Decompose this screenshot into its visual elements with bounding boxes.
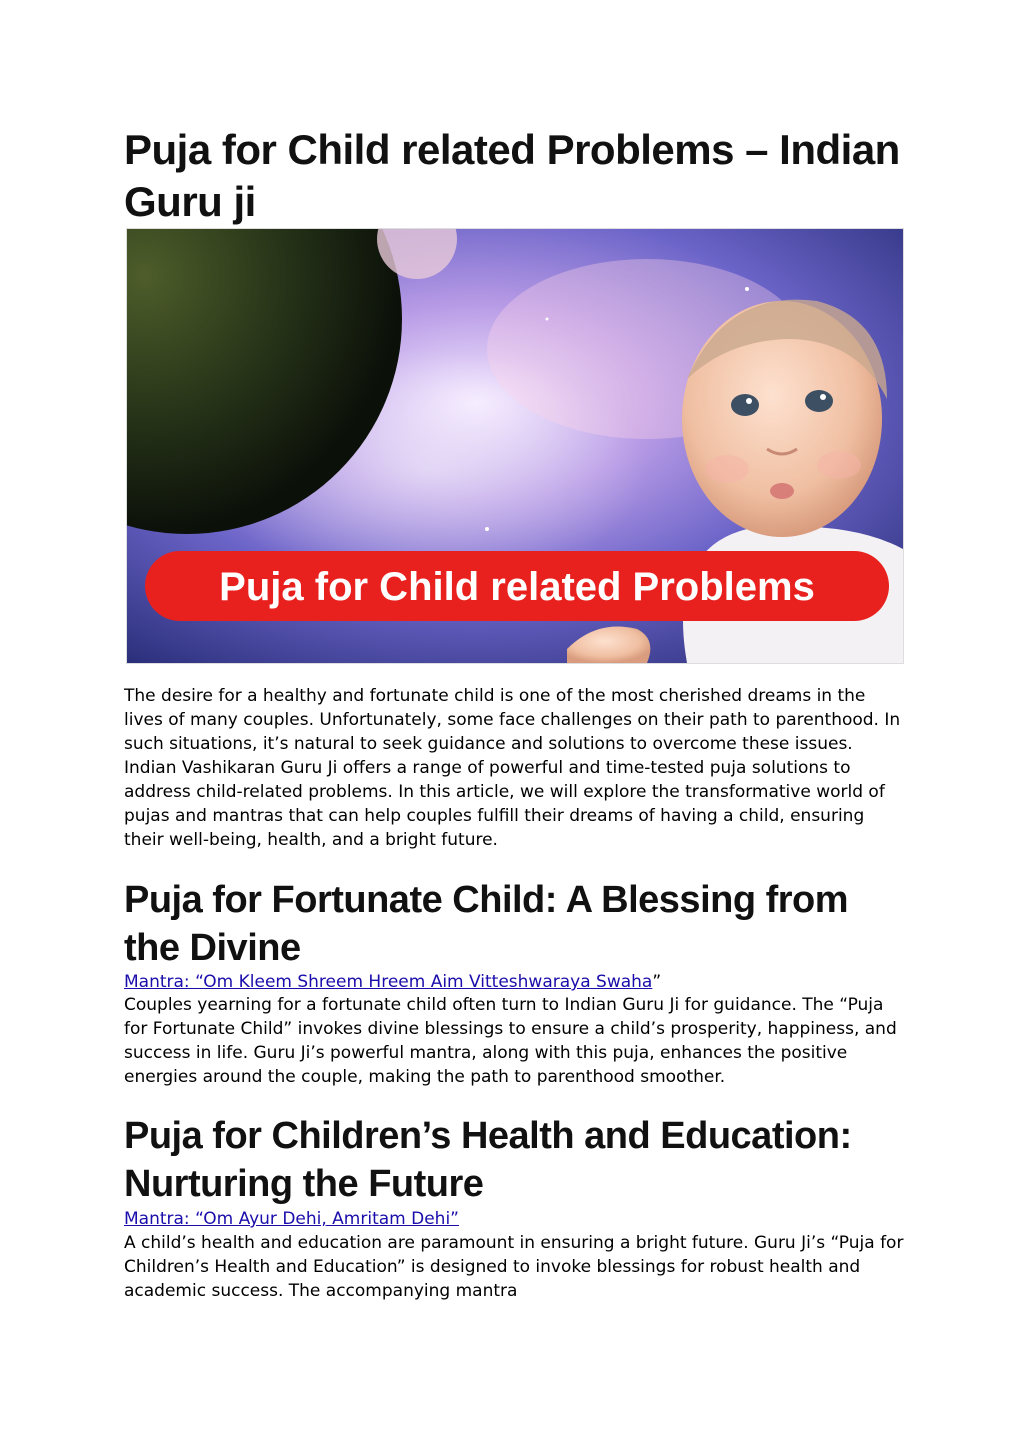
section-heading-fortunate: Puja for Fortunate Child: A Blessing from the Divine xyxy=(124,879,849,969)
section-paragraph-health: A child’s health and education are paramount in ensuring a bright future. Guru Ji’s “Puja for Children’s Health and Education” is designed to invoke blessings for robust health and academic success. The accompanying mantra xyxy=(124,1233,904,1301)
intro-paragraph: The desire for a healthy and fortunate child is one of the most cherished dreams in the lives of many couples. Unfortunately, some face challenges on their path to parenthood. In such situations, it’s natural to seek guidance and solutions to overcome these issues. Indian Vashikaran Guru Ji offers a range of powerful and time-tested puja solutions to address child-related problems. In this article, we will explore the transformative world of pujas and mantras that can help couples fulfill their dreams of having a child, ensuring their well-being, health, and a bright future. xyxy=(124,686,901,850)
hero-image xyxy=(126,228,904,664)
mantra-quote-close: ” xyxy=(652,972,662,992)
mantra-link-fortunate[interactable]: Mantra: “Om Kleem Shreem Hreem Aim Vitteshwaraya Swaha xyxy=(124,972,653,992)
page-title: Puja for Child related Problems – Indian Guru ji xyxy=(124,126,900,225)
section-heading-health: Puja for Children’s Health and Education: Nurturing the Future xyxy=(124,1115,852,1205)
section-paragraph-fortunate: Couples yearning for a fortunate child often turn to Indian Guru Ji for guidance. The “Puja for Fortunate Child” invokes divine blessings to ensure a child’s prosperity, happiness, and success in life. Guru Ji’s powerful mantra, along with this puja, enhances the positive energies around the couple, making the path to parenthood smoother. xyxy=(124,995,897,1087)
mantra-line-fortunate xyxy=(124,970,661,994)
banner-text: Puja for Child related Problems xyxy=(219,565,815,609)
mantra-link-health[interactable]: Mantra: “Om Ayur Dehi, Amritam Dehi” xyxy=(124,1209,459,1229)
mantra-line-health xyxy=(124,1207,459,1231)
